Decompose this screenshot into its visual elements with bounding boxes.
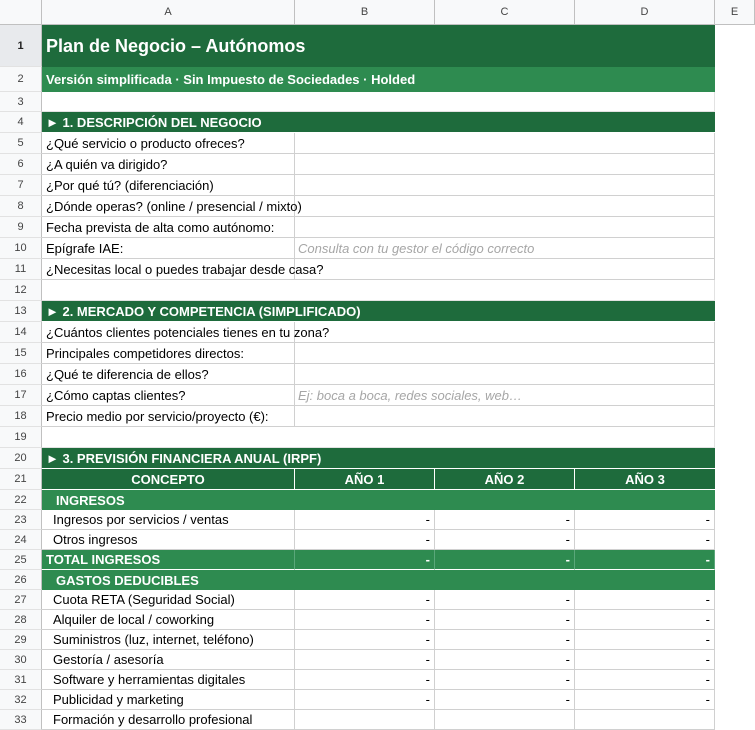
row-header[interactable]: 22	[0, 490, 42, 510]
row-header[interactable]: 18	[0, 406, 42, 427]
total-value-cell[interactable]: -	[435, 550, 575, 570]
value-cell[interactable]	[435, 710, 575, 730]
column-header-a[interactable]: A	[42, 0, 295, 25]
value-cell[interactable]: -	[435, 690, 575, 710]
row-header[interactable]: 31	[0, 670, 42, 690]
subsection-gastos[interactable]: GASTOS DEDUCIBLES	[42, 570, 715, 590]
row-header[interactable]: 28	[0, 610, 42, 630]
value-cell[interactable]: -	[575, 630, 715, 650]
value-cell[interactable]: -	[575, 510, 715, 530]
question-cell[interactable]: ¿Dónde operas? (online / presencial / mixto)	[42, 196, 295, 217]
column-label-year-1[interactable]: AÑO 1	[295, 469, 435, 490]
question-cell[interactable]: ¿Cómo captas clientes?	[42, 385, 295, 406]
answer-cell[interactable]	[295, 343, 715, 364]
value-cell[interactable]: -	[575, 590, 715, 610]
row-header[interactable]: 8	[0, 196, 42, 217]
answer-cell[interactable]	[295, 154, 715, 175]
row-header[interactable]: 12	[0, 280, 42, 301]
column-header-b[interactable]: B	[295, 0, 435, 25]
value-cell[interactable]: -	[295, 650, 435, 670]
value-cell[interactable]: -	[575, 690, 715, 710]
row-header[interactable]: 24	[0, 530, 42, 550]
value-cell[interactable]: -	[575, 670, 715, 690]
row-header[interactable]: 25	[0, 550, 42, 570]
value-cell[interactable]: -	[435, 530, 575, 550]
row-header[interactable]: 4	[0, 112, 42, 133]
value-cell[interactable]: -	[435, 670, 575, 690]
row-header[interactable]: 10	[0, 238, 42, 259]
row-header[interactable]: 19	[0, 427, 42, 448]
value-cell[interactable]: -	[295, 670, 435, 690]
column-header-e[interactable]: E	[715, 0, 755, 25]
column-header-d[interactable]: D	[575, 0, 715, 25]
value-cell[interactable]: -	[435, 510, 575, 530]
line-item-label[interactable]: Alquiler de local / coworking	[42, 610, 295, 630]
sheet-subtitle-cell[interactable]: Versión simplificada · Sin Impuesto de Sociedades · Holded	[42, 67, 715, 92]
row-header[interactable]: 2	[0, 67, 42, 92]
answer-cell[interactable]	[295, 259, 715, 280]
question-cell[interactable]: Principales competidores directos:	[42, 343, 295, 364]
value-cell[interactable]: -	[295, 690, 435, 710]
value-cell[interactable]: -	[435, 650, 575, 670]
value-cell[interactable]: -	[575, 650, 715, 670]
line-item-label[interactable]: Software y herramientas digitales	[42, 670, 295, 690]
row-header[interactable]: 17	[0, 385, 42, 406]
value-cell[interactable]: -	[575, 530, 715, 550]
total-ingresos-label[interactable]: TOTAL INGRESOS	[42, 550, 295, 570]
row-header[interactable]: 5	[0, 133, 42, 154]
answer-cell[interactable]	[295, 322, 715, 343]
value-cell[interactable]: -	[295, 610, 435, 630]
column-label-year-3[interactable]: AÑO 3	[575, 469, 715, 490]
empty-cell[interactable]	[42, 92, 715, 112]
value-cell[interactable]: -	[295, 530, 435, 550]
question-cell[interactable]: ¿Qué servicio o producto ofreces?	[42, 133, 295, 154]
question-cell[interactable]: Epígrafe IAE:	[42, 238, 295, 259]
row-header[interactable]: 15	[0, 343, 42, 364]
select-all-corner[interactable]	[0, 0, 42, 25]
question-cell[interactable]: Fecha prevista de alta como autónomo:	[42, 217, 295, 238]
column-label-year-2[interactable]: AÑO 2	[435, 469, 575, 490]
question-cell[interactable]: Precio medio por servicio/proyecto (€):	[42, 406, 295, 427]
row-header[interactable]: 20	[0, 448, 42, 469]
row-header[interactable]: 3	[0, 92, 42, 112]
answer-cell[interactable]	[295, 175, 715, 196]
column-label-concepto[interactable]: CONCEPTO	[42, 469, 295, 490]
value-cell[interactable]: -	[295, 590, 435, 610]
hint-cell[interactable]: Ej: boca a boca, redes sociales, web…	[295, 385, 715, 406]
value-cell[interactable]: -	[575, 610, 715, 630]
section-header-prevision[interactable]: ► 3. PREVISIÓN FINANCIERA ANUAL (IRPF)	[42, 448, 715, 469]
row-header[interactable]: 13	[0, 301, 42, 322]
value-cell[interactable]: -	[295, 510, 435, 530]
answer-cell[interactable]	[295, 133, 715, 154]
question-cell[interactable]: ¿Necesitas local o puedes trabajar desde casa?	[42, 259, 295, 280]
line-item-label[interactable]: Gestoría / asesoría	[42, 650, 295, 670]
value-cell[interactable]	[295, 710, 435, 730]
value-cell[interactable]: -	[295, 630, 435, 650]
row-header[interactable]: 16	[0, 364, 42, 385]
row-header[interactable]: 21	[0, 469, 42, 490]
value-cell[interactable]: -	[435, 610, 575, 630]
total-value-cell[interactable]: -	[575, 550, 715, 570]
line-item-label[interactable]: Suministros (luz, internet, teléfono)	[42, 630, 295, 650]
answer-cell[interactable]	[295, 196, 715, 217]
row-header[interactable]: 7	[0, 175, 42, 196]
answer-cell[interactable]	[295, 217, 715, 238]
row-header[interactable]: 23	[0, 510, 42, 530]
row-header[interactable]: 27	[0, 590, 42, 610]
value-cell[interactable]: -	[435, 630, 575, 650]
row-header[interactable]: 14	[0, 322, 42, 343]
question-cell[interactable]: ¿Por qué tú? (diferenciación)	[42, 175, 295, 196]
line-item-label[interactable]: Publicidad y marketing	[42, 690, 295, 710]
row-header[interactable]: 11	[0, 259, 42, 280]
line-item-label[interactable]: Ingresos por servicios / ventas	[42, 510, 295, 530]
section-header-descripcion[interactable]: ► 1. DESCRIPCIÓN DEL NEGOCIO	[42, 112, 715, 133]
question-cell[interactable]: ¿A quién va dirigido?	[42, 154, 295, 175]
sheet-title-cell[interactable]: Plan de Negocio – Autónomos	[42, 25, 715, 67]
row-header[interactable]: 32	[0, 690, 42, 710]
empty-cell[interactable]	[42, 427, 715, 448]
row-header[interactable]: 26	[0, 570, 42, 590]
line-item-label[interactable]: Cuota RETA (Seguridad Social)	[42, 590, 295, 610]
section-header-mercado[interactable]: ► 2. MERCADO Y COMPETENCIA (SIMPLIFICADO)	[42, 301, 715, 322]
row-header[interactable]: 33	[0, 710, 42, 730]
answer-cell[interactable]	[295, 364, 715, 385]
hint-cell[interactable]: Consulta con tu gestor el código correcto	[295, 238, 715, 259]
answer-cell[interactable]	[295, 406, 715, 427]
value-cell[interactable]: -	[435, 590, 575, 610]
line-item-label[interactable]: Otros ingresos	[42, 530, 295, 550]
question-cell[interactable]: ¿Qué te diferencia de ellos?	[42, 364, 295, 385]
empty-cell[interactable]	[42, 280, 715, 301]
row-header[interactable]: 30	[0, 650, 42, 670]
value-cell[interactable]	[575, 710, 715, 730]
total-value-cell[interactable]: -	[295, 550, 435, 570]
row-header[interactable]: 29	[0, 630, 42, 650]
row-header[interactable]: 9	[0, 217, 42, 238]
column-header-c[interactable]: C	[435, 0, 575, 25]
row-header[interactable]: 1	[0, 25, 42, 67]
subsection-ingresos[interactable]: INGRESOS	[42, 490, 715, 510]
question-cell[interactable]: ¿Cuántos clientes potenciales tienes en tu zona?	[42, 322, 295, 343]
row-header[interactable]: 6	[0, 154, 42, 175]
line-item-label[interactable]: Formación y desarrollo profesional	[42, 710, 295, 730]
